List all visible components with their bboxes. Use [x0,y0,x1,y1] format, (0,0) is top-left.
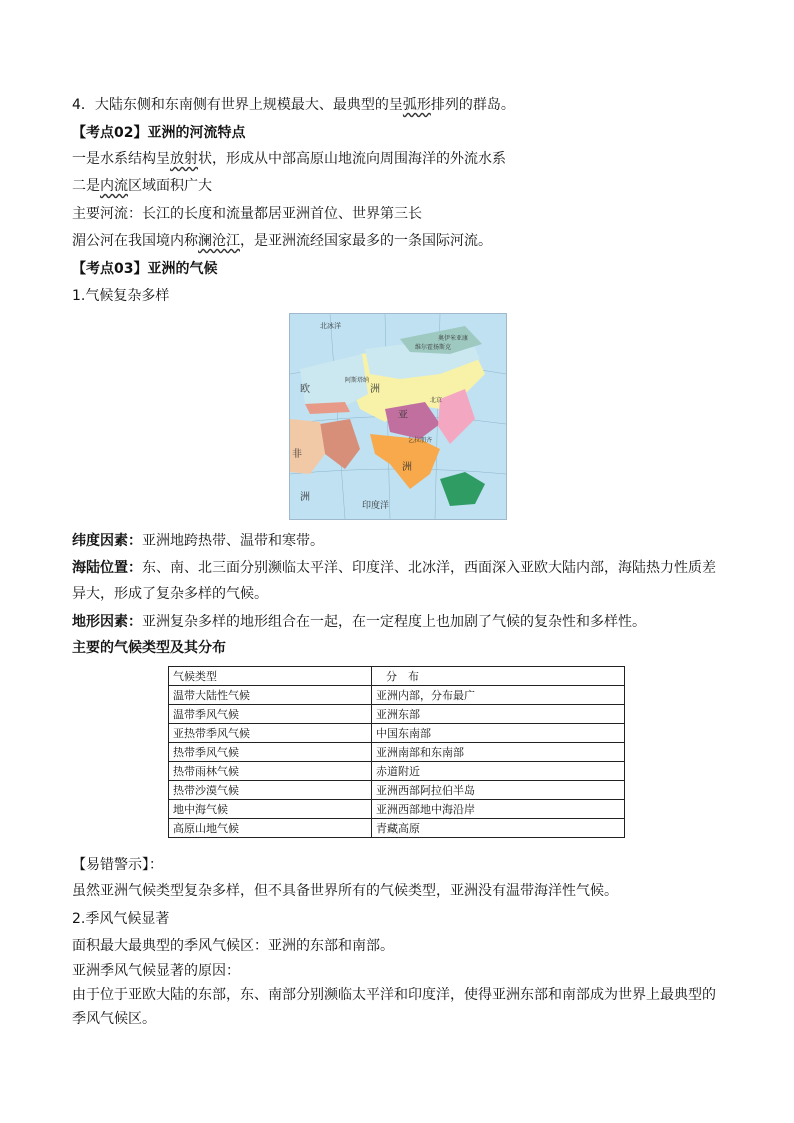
text-line-latitude [72,532,324,550]
text-line-sea-land-cont: 异大，形成了复杂多样的气候。 [72,586,268,602]
section-heading-rivers: 【考点02】亚洲的河流特点 [72,125,246,141]
distribution-cell: 亚洲西部地中海沿岸 [372,800,625,819]
table-heading: 主要的气候类型及其分布 [72,640,226,656]
table-row [169,762,625,781]
line-6-prefix: 湄公河在我国境内称 [72,233,198,249]
text-monsoon-area: 面积最大最典型的季风气候区：亚洲的东部和南部。 [72,938,394,954]
line-4-suffix: 区域面积广大 [128,178,212,194]
text-line-terrain [72,613,646,631]
distribution-cell: 分 布 [372,667,625,686]
distribution-cell: 亚洲西部阿拉伯半岛 [372,781,625,800]
table-row [169,743,625,762]
label-europe: 欧 [300,384,310,395]
label-beijing: 北京 [430,397,443,404]
line-1-prefix: 4．大陆东侧和东南侧有世界上规模最大、最典型的呈 [72,97,403,113]
latitude-text: 亚洲地跨热带、温带和寒带。 [142,533,324,549]
label-indian-ocean: 印度洋 [362,501,390,511]
climate-type-cell: 气候类型 [169,667,372,686]
climate-type-cell: 高原山地气候 [169,819,372,838]
label-asia-zhou: 洲 [402,462,412,473]
climate-type-cell: 地中海气候 [169,800,372,819]
distribution-cell: 赤道附近 [372,762,625,781]
text-line-6 [72,232,492,250]
table-row [169,705,625,724]
label-asia: 亚 [398,410,408,421]
table-row [169,800,625,819]
label-city-1: 奥伊米亚康 [438,335,469,342]
subheading-monsoon: 2.季风气候显著 [72,911,170,927]
text-line-4 [72,177,212,195]
label-cherrapunji: 乞拉朋齐 [408,437,433,444]
line-3-prefix: 一是水系结构呈 [72,151,170,167]
region-mediterranean [305,402,350,414]
table-row [169,819,625,838]
distribution-cell: 亚洲内部，分布最广 [372,686,625,705]
line-6-emphasis: 澜沧江 [198,233,240,249]
table-row [169,686,625,705]
label-africa-zhou: 洲 [300,492,310,503]
line-3-suffix: 状，形成从中部高原山地流向周围海洋的外流水系 [198,151,506,167]
terrain-text: 亚洲复杂多样的地形组合在一起，在一定程度上也加剧了气候的复杂性和多样性。 [142,614,646,630]
climate-type-cell: 热带沙漠气候 [169,781,372,800]
sea-land-label: 海陆位置： [72,560,142,576]
warning-text: 虽然亚洲气候类型复杂多样，但不具备世界所有的气候类型，亚洲没有温带海洋性气候。 [72,883,618,899]
text-line-3 [72,150,506,168]
section-heading-climate: 【考点03】亚洲的气候 [72,261,218,277]
text-monsoon-reason-cont: 季风气候区。 [72,1011,156,1027]
label-zhou: 洲 [370,384,380,395]
line-1-emphasis: 弧形 [402,97,431,113]
text-line-1 [72,96,515,114]
climate-type-cell: 热带雨林气候 [169,762,372,781]
line-1-suffix: 排列的群岛。 [430,97,515,113]
terrain-label: 地形因素： [72,614,142,630]
subheading-climate-diverse: 1.气候复杂多样 [72,288,170,304]
distribution-cell: 青藏高原 [372,819,625,838]
distribution-cell: 中国东南部 [372,724,625,743]
line-4-emphasis: 内流 [100,178,128,194]
label-africa: 非 [292,449,302,460]
table-row [169,781,625,800]
climate-table [168,666,625,838]
text-monsoon-reason: 由于位于亚欧大陆的东部，东、南部分别濒临太平洋和印度洋，使得亚洲东部和南部成为世界上最典型的 [72,987,716,1003]
warning-heading: 【易错警示】： [72,857,163,873]
latitude-label: 纬度因素： [72,533,142,549]
label-astana: 阿斯塔纳 [345,377,370,384]
line-6-suffix: ，是亚洲流经国家最多的一条国际河流。 [240,233,492,249]
map-graphic [290,314,506,519]
climate-type-cell: 亚热带季风气候 [169,724,372,743]
text-line-5: 主要河流：长江的长度和流量都居亚洲首位、世界第三长 [72,206,422,222]
climate-type-cell: 温带大陆性气候 [169,686,372,705]
line-4-prefix: 二是 [72,178,100,194]
asia-climate-map [289,313,507,520]
climate-type-cell: 温带季风气候 [169,705,372,724]
climate-type-cell: 热带季风气候 [169,743,372,762]
line-3-emphasis: 放射 [170,151,198,167]
label-city-2: 维尔霍扬斯克 [415,344,452,351]
sea-land-text: 东、南、北三面分别濒临太平洋、印度洋、北冰洋，西面深入亚欧大陆内部，海陆热力性质差 [142,560,716,576]
label-north-ocean: 北冰洋 [320,322,341,330]
text-monsoon-reason-title: 亚洲季风气候显著的原因： [72,963,240,979]
distribution-cell: 亚洲南部和东南部 [372,743,625,762]
text-line-sea-land [72,559,716,577]
table-header-row [169,667,625,686]
distribution-cell: 亚洲东部 [372,705,625,724]
table-row [169,724,625,743]
